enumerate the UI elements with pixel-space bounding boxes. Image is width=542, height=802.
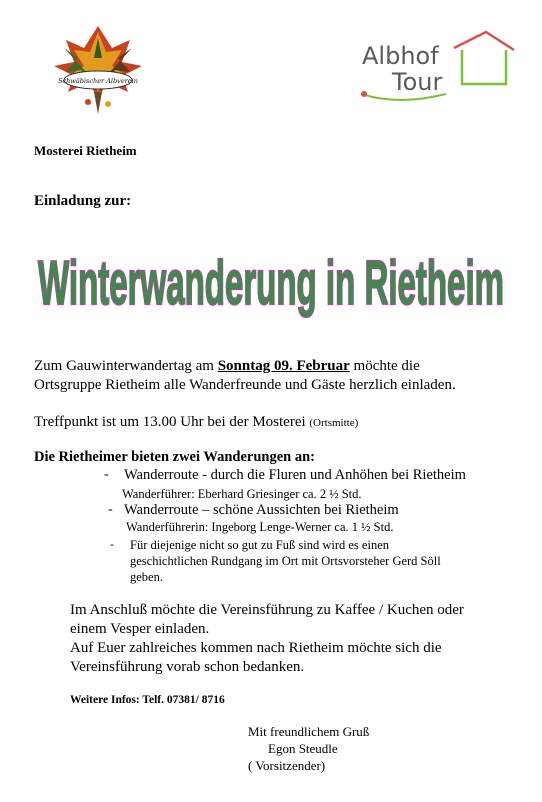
route-guide: Wanderführerin: Ingeborg Lenge-Werner ca. 1 ½ Std. bbox=[126, 520, 394, 534]
closing-line2: einem Vesper einladen. bbox=[70, 621, 210, 637]
albverein-logo-text: Schwäbischer Albverein bbox=[58, 77, 138, 85]
event-date: Sonntag 09. Februar bbox=[217, 358, 350, 374]
closing-line1: Im Anschluß möchte die Vereinsführung zu Kaffee / Kuchen oder bbox=[70, 602, 464, 618]
list-dash: - bbox=[108, 502, 113, 517]
albverein-logo bbox=[44, 18, 152, 118]
routes-title: Die Rietheimer bieten zwei Wanderungen an: bbox=[34, 449, 315, 465]
intro-paragraph bbox=[34, 357, 514, 395]
extra-route-line3: geben. bbox=[130, 570, 163, 584]
extra-route-line2: geschichtlichen Rundgang im Ort mit Ortsvorsteher Gerd Söll bbox=[130, 554, 441, 568]
signature-greeting: Mit freundlichem Gruß bbox=[248, 724, 370, 739]
route-name: Wanderroute – schöne Aussichten bei Rietheim bbox=[124, 502, 399, 518]
meeting-text: Treffpunkt ist um 13.00 Uhr bei der Mosterei bbox=[34, 414, 310, 430]
route-guide: Wanderführer: Eberhard Griesinger ca. 2 ½ Std. bbox=[122, 487, 362, 501]
extra-route-text bbox=[130, 537, 441, 585]
invitation-label: Einladung zur: bbox=[34, 193, 132, 209]
intro-part1: Zum Gauwinterwandertag am bbox=[34, 358, 218, 374]
intro-part2: möchte die bbox=[349, 358, 420, 374]
extra-route-line1: Für diejenige nicht so gut zu Fuß sind wird es einen bbox=[130, 538, 389, 552]
signature-name: Egon Steudle bbox=[268, 741, 338, 756]
albhof-tour-logo bbox=[358, 28, 518, 106]
sender-name: Mosterei Rietheim bbox=[34, 143, 137, 158]
signature-block bbox=[248, 723, 369, 774]
route-name: Wanderroute - durch die Fluren und Anhöhen bei Rietheim bbox=[124, 467, 466, 483]
headline bbox=[36, 242, 506, 322]
albhof-logo-line1: Albhof bbox=[362, 42, 439, 70]
list-dash: - bbox=[104, 467, 109, 482]
headline-text: Winterwanderung in Rietheim bbox=[38, 249, 504, 318]
meeting-note: (Ortsmitte) bbox=[309, 417, 359, 429]
contact-info: Weitere Infos: Telf. 07381/ 8716 bbox=[70, 694, 225, 706]
meeting-point bbox=[34, 413, 358, 433]
albhof-logo-line2: Tour bbox=[392, 68, 443, 96]
closing-line4: Vereinsführung vorab schon bedanken. bbox=[70, 659, 305, 675]
intro-line2: Ortsgruppe Rietheim alle Wanderfreunde und Gäste herzlich einladen. bbox=[34, 377, 456, 393]
signature-role: ( Vorsitzender) bbox=[248, 758, 326, 773]
closing-line3: Auf Euer zahlreiches kommen nach Rietheim möchte sich die bbox=[70, 640, 442, 656]
list-dash: - bbox=[110, 537, 114, 551]
closing-paragraph bbox=[70, 601, 520, 677]
